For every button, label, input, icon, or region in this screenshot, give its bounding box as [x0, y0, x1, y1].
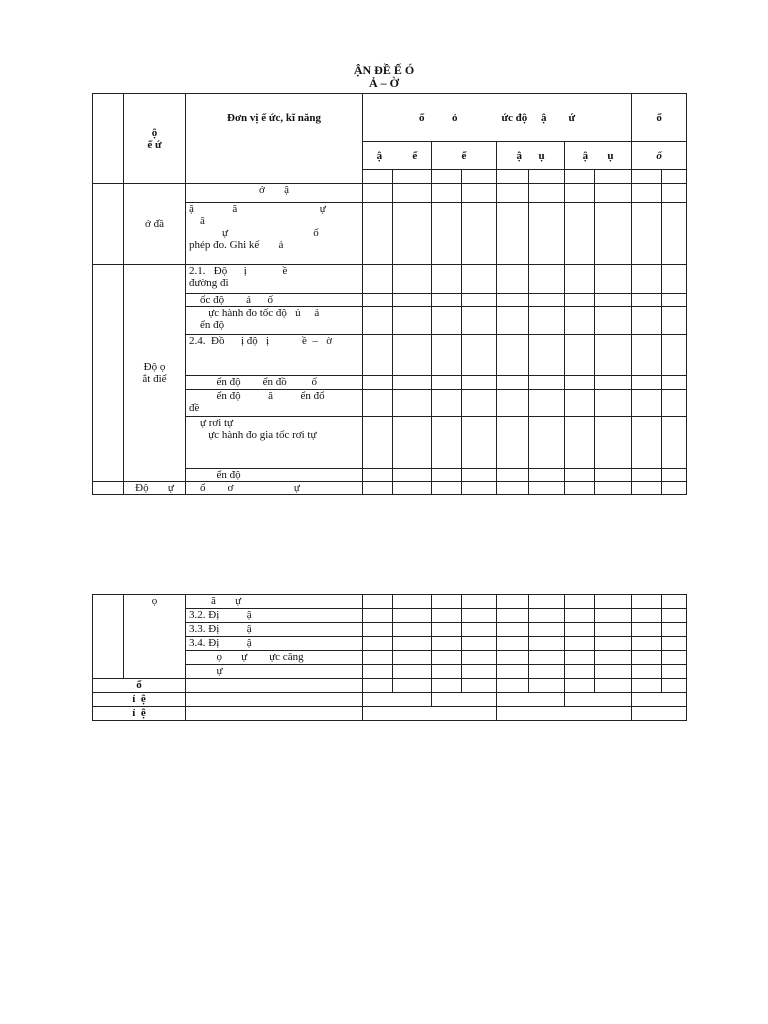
- table-cell: [363, 595, 393, 609]
- table-cell: [632, 637, 662, 651]
- section-4-topic: ọ: [124, 595, 186, 679]
- table-cell: [529, 390, 565, 417]
- table-cell: [432, 335, 462, 376]
- index-header-cell: [93, 94, 124, 184]
- table-cell: [497, 595, 529, 609]
- table-cell: [393, 595, 432, 609]
- table-cell: [632, 665, 662, 679]
- table-cell: [363, 651, 393, 665]
- table-cell: [393, 203, 432, 265]
- table-cell: [595, 469, 632, 482]
- table-cell: [595, 376, 632, 390]
- table-cell: [632, 623, 662, 637]
- table-cell: [595, 335, 632, 376]
- table-cell: [462, 651, 497, 665]
- table-cell: [497, 307, 529, 335]
- table-cell: [186, 707, 363, 721]
- table-cell: [432, 637, 462, 651]
- table-cell: [432, 417, 462, 469]
- unit-cell: ự: [186, 665, 363, 679]
- ratio-chung-row-label: ỉ ệ: [93, 707, 186, 721]
- unit-cell: 3.4. Đị ậ: [186, 637, 363, 651]
- table-cell: [393, 609, 432, 623]
- table-cell: [497, 170, 529, 184]
- table-cell: [565, 623, 595, 637]
- table-cell: [363, 170, 393, 184]
- table-cell: [662, 417, 687, 469]
- table-cell: [632, 265, 662, 294]
- table-cell: [662, 170, 687, 184]
- table-cell: [632, 417, 662, 469]
- unit-cell: ển độ ă ển đổ đề: [186, 390, 363, 417]
- table-cell: [432, 469, 462, 482]
- table-cell: [432, 265, 462, 294]
- table-cell: [565, 265, 595, 294]
- table-cell: [565, 390, 595, 417]
- table-cell: [497, 482, 529, 495]
- table-cell: [595, 390, 632, 417]
- table-cell: [529, 203, 565, 265]
- table-cell: [462, 376, 497, 390]
- table-cell: [565, 203, 595, 265]
- table-cell: [662, 335, 687, 376]
- table-cell: [662, 265, 687, 294]
- table-cell: [595, 294, 632, 307]
- table-cell: [595, 665, 632, 679]
- document-title-line-1: ẬN ĐỀ Ế Ó: [353, 63, 415, 77]
- table-cell: [595, 265, 632, 294]
- table-cell: [363, 307, 393, 335]
- table-cell: [462, 294, 497, 307]
- level-recognition-header: ậ ế: [363, 142, 432, 170]
- unit-cell: ở ậ: [186, 184, 363, 203]
- table-cell: [565, 665, 595, 679]
- unit-cell: ực hành đo tốc độ ủ ả ển độ: [186, 307, 363, 335]
- table-cell: [393, 665, 432, 679]
- table-cell: [393, 469, 432, 482]
- table-cell: [462, 390, 497, 417]
- table-cell: [529, 294, 565, 307]
- table-cell: [497, 376, 529, 390]
- table-cell: [529, 609, 565, 623]
- table-cell: [393, 651, 432, 665]
- table-cell: [529, 665, 565, 679]
- table-cell: [565, 595, 595, 609]
- table-cell: [363, 417, 393, 469]
- table-cell: [393, 307, 432, 335]
- table-cell: [529, 637, 565, 651]
- table-cell: [632, 390, 662, 417]
- table-cell: [632, 469, 662, 482]
- section-3-topic: Độ ự: [124, 482, 186, 495]
- unit-cell: ển độ ển đồ ố: [186, 376, 363, 390]
- table-cell: [363, 294, 393, 307]
- table-cell: [529, 595, 565, 609]
- table-cell: [632, 184, 662, 203]
- table-cell: [529, 623, 565, 637]
- table-cell: [595, 184, 632, 203]
- table-cell: [632, 693, 687, 707]
- unit-cell: 2.4. Đồ ị độ ị ề – ờ: [186, 335, 363, 376]
- table-cell: [462, 203, 497, 265]
- table-cell: [393, 637, 432, 651]
- table-cell: [529, 170, 565, 184]
- table-cell: [565, 651, 595, 665]
- table-cell: [363, 335, 393, 376]
- table-cell: [632, 679, 662, 693]
- table-cell: [432, 376, 462, 390]
- table-cell: [632, 707, 687, 721]
- table-cell: [363, 469, 393, 482]
- table-cell: [632, 651, 662, 665]
- unit-cell: ổ ơ ự: [186, 482, 363, 495]
- ratio-row-label: ỉ ệ: [93, 693, 186, 707]
- table-cell: [497, 609, 529, 623]
- table-cell: [662, 376, 687, 390]
- table-cell: [393, 170, 432, 184]
- table-cell: [462, 609, 497, 623]
- table-cell: [565, 469, 595, 482]
- table-cell: [363, 376, 393, 390]
- table-cell: [632, 376, 662, 390]
- specification-table-page-1: [92, 93, 687, 495]
- table-cell: [186, 679, 363, 693]
- levels-group-header: ố ỏ ức độ ậ ứ: [363, 94, 632, 142]
- table-cell: [462, 637, 497, 651]
- table-cell: [462, 307, 497, 335]
- table-cell: [497, 707, 632, 721]
- table-cell: [432, 651, 462, 665]
- table-cell: [565, 637, 595, 651]
- table-cell: [497, 184, 529, 203]
- unit-cell: ốc độ ả ố: [186, 294, 363, 307]
- table-cell: [529, 679, 565, 693]
- unit-cell: ọ ự ực căng: [186, 651, 363, 665]
- table-cell: [497, 203, 529, 265]
- table-cell: [393, 265, 432, 294]
- table-cell: [432, 170, 462, 184]
- unit-cell: ậ ã ự â ự ố phép đo. Ghi kế ả: [186, 203, 363, 265]
- unit-cell: ự rơi tự ực hành đo gia tốc rơi tự: [186, 417, 363, 469]
- table-cell: [529, 482, 565, 495]
- unit-cell: 2.1. Độ ị ề đường đi: [186, 265, 363, 294]
- table-cell: [662, 637, 687, 651]
- section-2-index: [93, 265, 124, 482]
- table-cell: [393, 376, 432, 390]
- table-cell: [393, 184, 432, 203]
- document-title-line-2: Ả – Ờ: [369, 76, 399, 90]
- table-cell: [662, 482, 687, 495]
- section-4-index: [93, 595, 124, 679]
- table-cell: [363, 637, 393, 651]
- table-cell: [565, 376, 595, 390]
- table-cell: [462, 170, 497, 184]
- table-cell: [462, 595, 497, 609]
- topic-header: ộ ế ứ: [124, 94, 186, 184]
- section-3-index: [93, 482, 124, 495]
- table-cell: [462, 482, 497, 495]
- table-cell: [529, 651, 565, 665]
- table-cell: [662, 609, 687, 623]
- table-cell: [595, 679, 632, 693]
- table-cell: [662, 184, 687, 203]
- table-cell: [393, 417, 432, 469]
- table-cell: [662, 623, 687, 637]
- table-cell: [529, 184, 565, 203]
- level-application-header: ậ ụ: [497, 142, 565, 170]
- table-cell: [363, 693, 432, 707]
- table-cell: [363, 609, 393, 623]
- table-cell: [393, 335, 432, 376]
- table-cell: [529, 376, 565, 390]
- table-cell: [595, 623, 632, 637]
- table-cell: [462, 184, 497, 203]
- unit-cell: ã ự: [186, 595, 363, 609]
- section-1-index: [93, 184, 124, 265]
- specification-table-page-2: [92, 594, 687, 721]
- table-cell: [363, 203, 393, 265]
- table-cell: [363, 482, 393, 495]
- table-cell: [432, 390, 462, 417]
- table-cell: [662, 203, 687, 265]
- table-cell: [432, 307, 462, 335]
- table-cell: [632, 482, 662, 495]
- table-cell: [565, 417, 595, 469]
- table-cell: [565, 693, 632, 707]
- table-cell: [565, 335, 595, 376]
- table-cell: [632, 335, 662, 376]
- table-cell: [462, 417, 497, 469]
- table-cell: [632, 595, 662, 609]
- table-cell: [393, 294, 432, 307]
- table-cell: [565, 679, 595, 693]
- table-cell: [432, 693, 497, 707]
- level-understanding-header: ể: [432, 142, 497, 170]
- unit-header: Đơn vị ế ức, kĩ năng: [186, 94, 363, 184]
- table-cell: [529, 307, 565, 335]
- table-cell: [595, 637, 632, 651]
- table-cell: [529, 417, 565, 469]
- table-cell: [632, 294, 662, 307]
- table-cell: [497, 623, 529, 637]
- table-cell: [363, 707, 497, 721]
- table-cell: [595, 609, 632, 623]
- table-cell: [662, 307, 687, 335]
- table-cell: [662, 294, 687, 307]
- table-cell: [432, 609, 462, 623]
- table-cell: [632, 307, 662, 335]
- table-cell: [393, 623, 432, 637]
- table-cell: [565, 294, 595, 307]
- table-cell: [497, 469, 529, 482]
- table-cell: [595, 417, 632, 469]
- table-cell: [595, 482, 632, 495]
- table-cell: [595, 307, 632, 335]
- table-cell: [662, 665, 687, 679]
- table-cell: [432, 679, 462, 693]
- table-cell: [432, 184, 462, 203]
- table-cell: [529, 469, 565, 482]
- table-cell: [462, 265, 497, 294]
- total-subheader: ố: [632, 142, 687, 170]
- table-cell: [497, 665, 529, 679]
- table-cell: [565, 609, 595, 623]
- total-header: ổ: [632, 94, 687, 142]
- table-cell: [432, 482, 462, 495]
- table-cell: [529, 265, 565, 294]
- table-cell: [363, 623, 393, 637]
- table-cell: [432, 595, 462, 609]
- table-cell: [595, 595, 632, 609]
- table-cell: [497, 651, 529, 665]
- table-cell: [363, 265, 393, 294]
- table-cell: [497, 693, 565, 707]
- table-cell: [565, 482, 595, 495]
- unit-cell: 3.2. Đị ậ: [186, 609, 363, 623]
- table-cell: [497, 265, 529, 294]
- level-high-application-header: ậ ụ: [565, 142, 632, 170]
- table-cell: [497, 637, 529, 651]
- table-cell: [363, 665, 393, 679]
- section-2-topic: Độ ọ ắt điể: [124, 265, 186, 482]
- table-cell: [662, 651, 687, 665]
- table-cell: [432, 623, 462, 637]
- table-cell: [632, 170, 662, 184]
- table-cell: [595, 203, 632, 265]
- table-cell: [462, 335, 497, 376]
- table-cell: [432, 665, 462, 679]
- table-cell: [497, 390, 529, 417]
- table-cell: [363, 390, 393, 417]
- table-cell: [393, 679, 432, 693]
- table-cell: [662, 679, 687, 693]
- table-cell: [632, 609, 662, 623]
- table-cell: [462, 469, 497, 482]
- section-1-topic: ở đầ: [124, 184, 186, 265]
- table-cell: [186, 693, 363, 707]
- table-cell: [393, 482, 432, 495]
- table-cell: [363, 184, 393, 203]
- table-cell: [497, 335, 529, 376]
- table-cell: [497, 417, 529, 469]
- table-cell: [565, 307, 595, 335]
- table-cell: [662, 595, 687, 609]
- unit-cell: ển độ: [186, 469, 363, 482]
- table-cell: [662, 390, 687, 417]
- table-cell: [432, 203, 462, 265]
- table-cell: [565, 170, 595, 184]
- table-cell: [497, 679, 529, 693]
- table-cell: [595, 651, 632, 665]
- table-cell: [565, 184, 595, 203]
- table-cell: [462, 623, 497, 637]
- table-cell: [462, 665, 497, 679]
- table-cell: [363, 679, 393, 693]
- table-cell: [462, 679, 497, 693]
- total-row-label: ổ: [93, 679, 186, 693]
- table-cell: [497, 294, 529, 307]
- unit-cell: 3.3. Đị ậ: [186, 623, 363, 637]
- table-cell: [662, 469, 687, 482]
- table-cell: [529, 335, 565, 376]
- table-cell: [595, 170, 632, 184]
- table-cell: [432, 294, 462, 307]
- table-cell: [632, 203, 662, 265]
- table-cell: [393, 390, 432, 417]
